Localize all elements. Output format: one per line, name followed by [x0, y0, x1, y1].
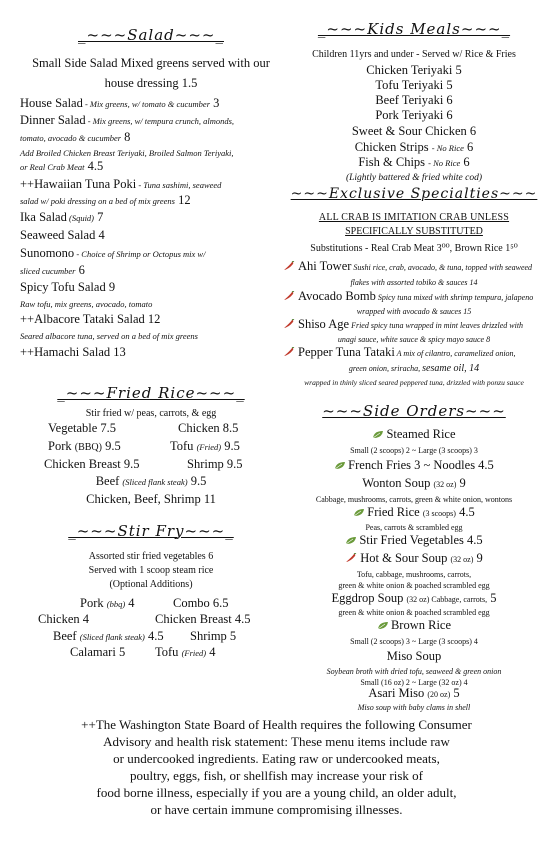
- menu-item: House Salad - Mix greens, w/ tomato & cucumber 3: [20, 96, 220, 110]
- menu-item: Chicken Breast 4.5: [155, 612, 251, 626]
- menu-item-desc: tomato, avocado & cucumber 8: [20, 130, 131, 144]
- side-item: Fried Rice (3 scoops) 4.5: [283, 505, 545, 521]
- menu-item-desc: salad w/ poki dressing on a bed of mix greens 12: [20, 193, 191, 207]
- side-desc: Peas, carrots & scrambled egg: [365, 523, 463, 532]
- menu-item: Spicy Tofu Salad 9: [20, 280, 116, 294]
- side-item: Asari Miso (20 oz) 5: [368, 686, 460, 700]
- menu-item: ++Hamachi Salad 13: [20, 345, 126, 359]
- side-desc: green & white onion & poached scrambled egg: [338, 581, 490, 590]
- specialty-desc: unagi sauce, white sauce & spicy mayo sauce 8: [337, 335, 491, 344]
- stir-fry-intro: Assorted stir fried vegetables 6: [88, 551, 214, 562]
- chili-pepper-icon: [283, 261, 295, 271]
- menu-item: Pork (bbq) 4: [80, 596, 135, 610]
- side-item: Eggdrop Soup (32 oz) Cabbage, carrots, 5: [331, 591, 497, 605]
- specialty-item: Pepper Tuna Tataki A mix of cilantro, caramelized onion,: [283, 345, 545, 361]
- menu-item: Chicken Teriyaki 5: [366, 63, 462, 77]
- chili-pepper-icon: [283, 319, 295, 329]
- menu-item: Tofu (Fried) 4: [155, 645, 216, 659]
- side-desc: Miso soup with baby clams in shell: [357, 703, 471, 712]
- fried-rice-intro: Stir fried w/ peas, carrots, & egg: [85, 408, 217, 419]
- stir-fry-intro: Served with 1 scoop steam rice: [88, 565, 214, 576]
- advisory-line: ++The Washington State Board of Health requires the following Consumer: [81, 717, 472, 732]
- menu-item: Ika Salad (Squid) 7: [20, 210, 104, 224]
- side-item: Brown Rice: [283, 618, 545, 633]
- menu-item: Dinner Salad - Mix greens, w/ tempura crunch, almonds,: [20, 113, 235, 127]
- menu-item: Shrimp 9.5: [187, 457, 243, 471]
- menu-item: ++Albacore Tataki Salad 12: [20, 312, 161, 326]
- side-desc: Cabbage, mushrooms, carrots, green & white onion, wontons: [315, 495, 513, 504]
- menu-item: Chicken, Beef, Shrimp 11: [86, 492, 216, 506]
- menu-item-desc: sliced cucumber 6: [20, 263, 85, 277]
- stir-fry-header: _~~~Stir Fry~~~_: [68, 522, 234, 540]
- menu-item-desc: (Lightly battered & fried white cod): [345, 173, 483, 183]
- chili-pepper-icon: [283, 347, 295, 357]
- menu-item: ++Hawaiian Tuna Poki - Tuna sashimi, seaweed: [20, 177, 222, 191]
- menu-item: Beef (Sliced flank steak) 4.5: [53, 629, 164, 643]
- leaf-icon: [372, 430, 384, 439]
- menu-item: Calamari 5: [70, 645, 126, 659]
- side-item: Hot & Sour Soup (32 oz) 9: [283, 551, 545, 567]
- specialty-desc: wrapped with avocado & sauces 15: [356, 307, 472, 316]
- advisory-line: or undercooked ingredients. Eating raw or undercooked meats,: [113, 751, 440, 766]
- side-desc: green & white onion & poached scrambled egg: [338, 608, 490, 617]
- leaf-icon: [334, 461, 346, 470]
- advisory-line: or have certain immune compromising illnesses.: [150, 802, 403, 817]
- stir-fry-intro: (Optional Additions): [109, 579, 193, 590]
- menu-item: Sunomono - Choice of Shrimp or Octopus mix w/: [20, 246, 206, 260]
- specialty-item: Shiso Age Fried spicy tuna wrapped in mint leaves drizzled with: [283, 317, 545, 333]
- advisory-line: poultry, eggs, fish, or shellfish may increase your risk of: [129, 768, 424, 783]
- advisory-line: food borne illness, especially if you are a young child, an older adult,: [96, 785, 457, 800]
- menu-item-desc: or Real Crab Meat 4.5: [20, 159, 104, 173]
- menu-item: Chicken 8.5: [178, 421, 239, 435]
- leaf-icon: [345, 536, 357, 545]
- menu-item: Pork Teriyaki 6: [375, 108, 453, 122]
- specialty-desc: green onion, sriracha, sesame oil, 14: [348, 363, 480, 374]
- menu-item: Beef Teriyaki 6: [375, 93, 453, 107]
- chili-pepper-icon: [345, 553, 357, 563]
- menu-item: Seaweed Salad 4: [20, 228, 105, 242]
- kids-header: _~~~Kids Meals~~~_: [317, 20, 511, 38]
- specialty-item: Ahi Tower Sushi rice, crab, avocado, & tuna, topped with seaweed: [283, 259, 545, 275]
- menu-item: Beef (Sliced flank steak) 9.5: [95, 474, 207, 488]
- crab-warning: SPECIFICALLY SUBSTITUTED: [345, 226, 483, 237]
- side-desc: Small (2 scoops) 3 ~ Large (3 scoops) 4: [350, 637, 478, 646]
- fried-rice-header: _~~~Fried Rice~~~_: [57, 384, 245, 402]
- side-desc: Soybean broth with dried tofu, seaweed & green onion: [326, 667, 502, 676]
- menu-item: Pork (BBQ) 9.5: [48, 439, 121, 453]
- substitutions: Substitutions - Real Crab Meat 3⁰⁰, Brown Rice 1⁵⁰: [310, 243, 518, 254]
- kids-intro: Children 11yrs and under - Served w/ Rice & Fries: [312, 49, 516, 60]
- health-advisory: [20, 716, 533, 818]
- specialties-header: ~~~Exclusive Specialties~~~: [290, 186, 538, 202]
- side-item: Steamed Rice: [283, 427, 545, 442]
- menu-item: Tofu (Fried) 9.5: [170, 439, 240, 453]
- side-item: Miso Soup: [386, 649, 442, 663]
- menu-item-desc: Raw tofu, mix greens, avocado, tomato: [20, 299, 153, 309]
- salad-line: Small Side Salad Mixed greens served with our: [32, 56, 270, 70]
- menu-item: Tofu Teriyaki 5: [375, 78, 453, 92]
- menu-item: Chicken Strips - No Rice 6: [354, 140, 474, 154]
- specialty-desc: wrapped in thinly sliced seared peppered tuna, drizzled with ponzu sauce: [304, 378, 524, 387]
- side-item: French Fries 3 ~ Noodles 4.5: [283, 458, 545, 473]
- crab-warning: ALL CRAB IS IMITATION CRAB UNLESS: [318, 212, 510, 223]
- menu-item: Chicken 4: [38, 612, 90, 626]
- menu-item: Fish & Chips - No Rice 6: [358, 155, 470, 169]
- leaf-icon: [377, 621, 389, 630]
- side-desc: Small (16 oz) 2 ~ Large (32 oz) 4: [360, 678, 468, 687]
- chili-pepper-icon: [283, 291, 295, 301]
- advisory-line: Advisory and health risk statement: These menu items include raw: [103, 734, 450, 749]
- salad-line: house dressing 1.5: [104, 76, 198, 90]
- side-desc: Tofu, cabbage, mushrooms, carrots,: [356, 570, 472, 579]
- menu-item: Vegetable 7.5: [48, 421, 117, 435]
- salad-header: _~~~Salad~~~_: [78, 26, 224, 44]
- menu-item: Shrimp 5: [190, 629, 237, 643]
- specialty-item: Avocado Bomb Spicy tuna mixed with shrimp tempura, jalapeno: [283, 289, 545, 305]
- leaf-icon: [353, 508, 365, 517]
- menu-item-desc: Add Broiled Chicken Breast Teriyaki, Broiled Salmon Teriyaki,: [20, 148, 234, 158]
- menu-item: Combo 6.5: [173, 596, 229, 610]
- side-desc: Small (2 scoops) 2 ~ Large (3 scoops) 3: [350, 446, 478, 455]
- specialty-desc: flakes with assorted tobiko & sauces 14: [350, 278, 478, 287]
- side-orders-header: ~~~Side Orders~~~: [322, 402, 506, 420]
- menu-item: Chicken Breast 9.5: [44, 457, 140, 471]
- side-item: Stir Fried Vegetables 4.5: [283, 533, 545, 548]
- menu-item-desc: Seared albacore tuna, served on a bed of mix greens: [20, 331, 198, 341]
- side-item: Wonton Soup (32 oz) 9: [362, 476, 466, 490]
- menu-item: Sweet & Sour Chicken 6: [351, 124, 477, 138]
